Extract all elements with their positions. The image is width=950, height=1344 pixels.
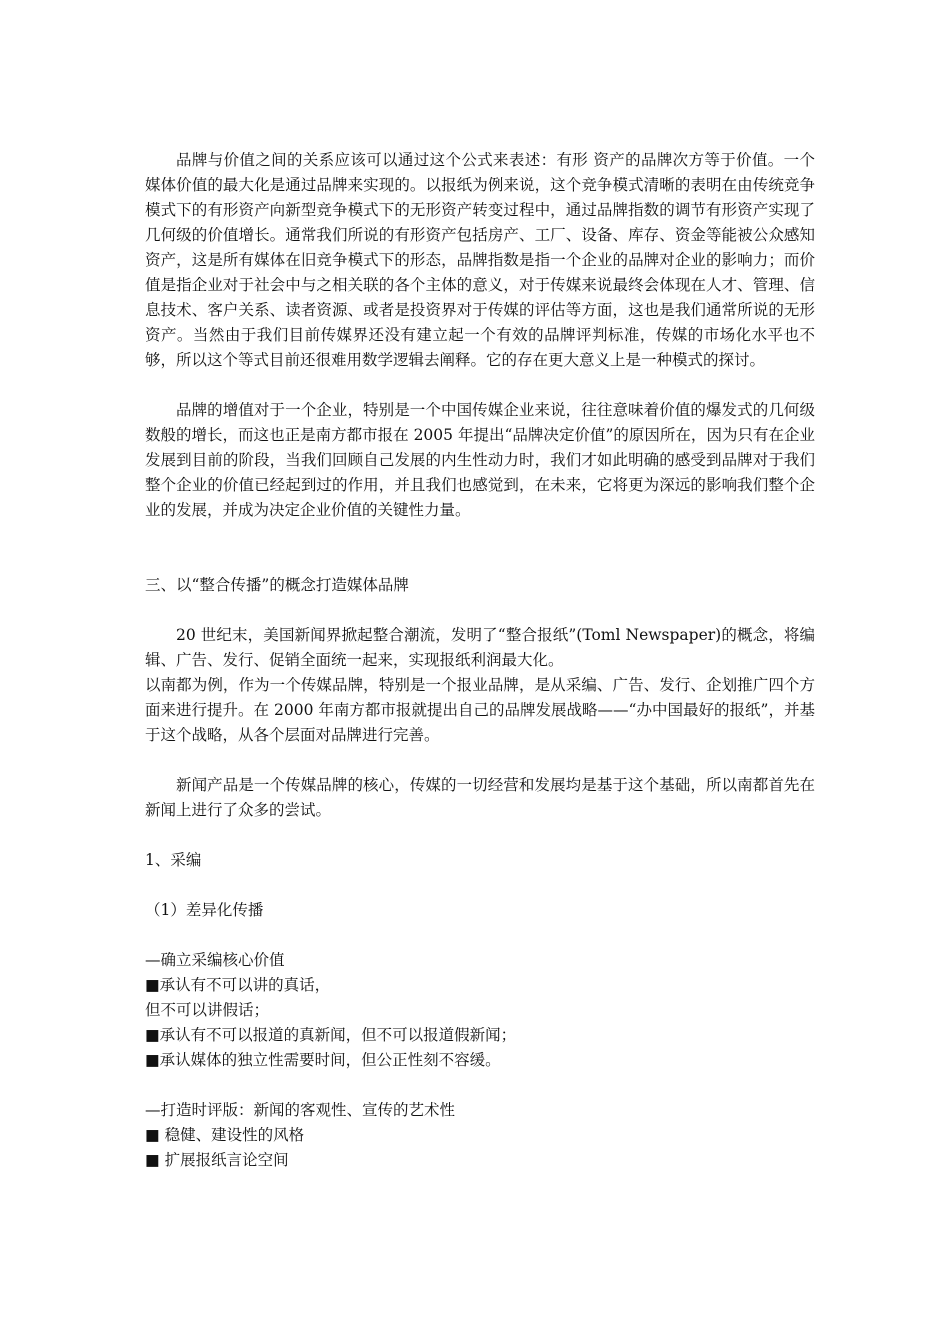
paragraph-brand-growth: 品牌的增值对于一个企业，特别是一个中国传媒企业来说，往往意味着价值的爆发式的几何级数般的增长，而这也正是南方都市报在 2005 年提出“品牌决定价值”的原因所在，因为只有在企业发展到目前的阶段，当我们回顾自己发展的内生性动力时，我们才如此明确的感受到品牌对于我们整个企业的价值已经起到过的作用，并且我们也感觉到，在未来，它将更为深远的影响我们整个企业的发展，并成为决定企业价值的关键性力量。: [145, 401, 815, 519]
paragraph-spacer: [145, 748, 815, 773]
list-item: ■ 扩展报纸言论空间: [145, 1151, 289, 1169]
list-item: ■承认有不可以讲的真话，: [145, 976, 331, 994]
subheading-differentiation: （1）差异化传播: [145, 901, 264, 919]
paragraph-spacer: [145, 373, 815, 398]
list-item: ■承认有不可以报道的真新闻，但不可以报道假新闻；: [145, 1026, 517, 1044]
section-spacer: [145, 523, 815, 573]
paragraph-spacer: [145, 1073, 815, 1098]
paragraph-brand-value-formula: 品牌与价值之间的关系应该可以通过这个公式来表述：有形 资产的品牌次方等于价值。一个媒体价值的最大化是通过品牌来实现的。以报纸为例来说，这个竞争模式清晰的表明在由传统竞争模式下的有形资产向新型竞争模式下的无形资产转变过程中，通过品牌指数的调节有形资产实现了几何级的价值增长。通常我们所说的有形资产包括房产、工厂、设备、库存、资金等能被公众感知资产，这是所有媒体在旧竞争模式下的形态，品牌指数是指一个企业的品牌对企业的影响力；而价值是指企业对于社会中与之相关联的各个主体的意义，对于传媒来说最终会体现在人才、管理、信息技术、客户关系、读者资源、或者是投资界对于传媒的评估等方面，这也是我们通常所说的无形资产。当然由于我们目前传媒界还没有建立起一个有效的品牌评判标准，传媒的市场化水平也不够，所以这个等式目前还很难用数学逻辑去阐释。它的存在更大意义上是一种模式的探讨。: [145, 151, 815, 369]
paragraph-integration-trend: 20 世纪末，美国新闻界掀起整合潮流，发明了“整合报纸”(Toml Newspaper)的概念，将编辑、广告、发行、促销全面统一起来，实现报纸利润最大化。: [145, 626, 815, 669]
paragraph-spacer: [145, 923, 815, 948]
commentary-page-list: [145, 1098, 815, 1173]
list-title: —确立采编核心价值: [145, 951, 285, 969]
subheading-editorial: 1、采编: [145, 851, 202, 869]
paragraph-spacer: [145, 823, 815, 848]
paragraph-spacer: [145, 873, 815, 898]
list-item: ■承认媒体的独立性需要时间，但公正性刻不容缓。: [145, 1051, 501, 1069]
section-heading-3: 三、以“整合传播”的概念打造媒体品牌: [145, 576, 409, 594]
paragraph-spacer: [145, 598, 815, 623]
list-item: ■ 稳健、建设性的风格: [145, 1126, 305, 1144]
document-page: [145, 148, 815, 1173]
list-item: 但不可以讲假话；: [145, 1001, 270, 1019]
paragraph-news-product-core: 新闻产品是一个传媒品牌的核心，传媒的一切经营和发展均是基于这个基础，所以南都首先在新闻上进行了众多的尝试。: [145, 776, 815, 819]
list-title: —打造时评版：新闻的客观性、宣传的艺术性: [145, 1101, 456, 1119]
paragraph-nandu-example: 以南都为例，作为一个传媒品牌，特别是一个报业品牌，是从采编、广告、发行、企划推广四个方面来进行提升。在 2000 年南方都市报就提出自己的品牌发展战略——“办中国最好的报纸”，并基于这个战略，从各个层面对品牌进行完善。: [145, 676, 815, 744]
core-values-list: [145, 948, 815, 1073]
